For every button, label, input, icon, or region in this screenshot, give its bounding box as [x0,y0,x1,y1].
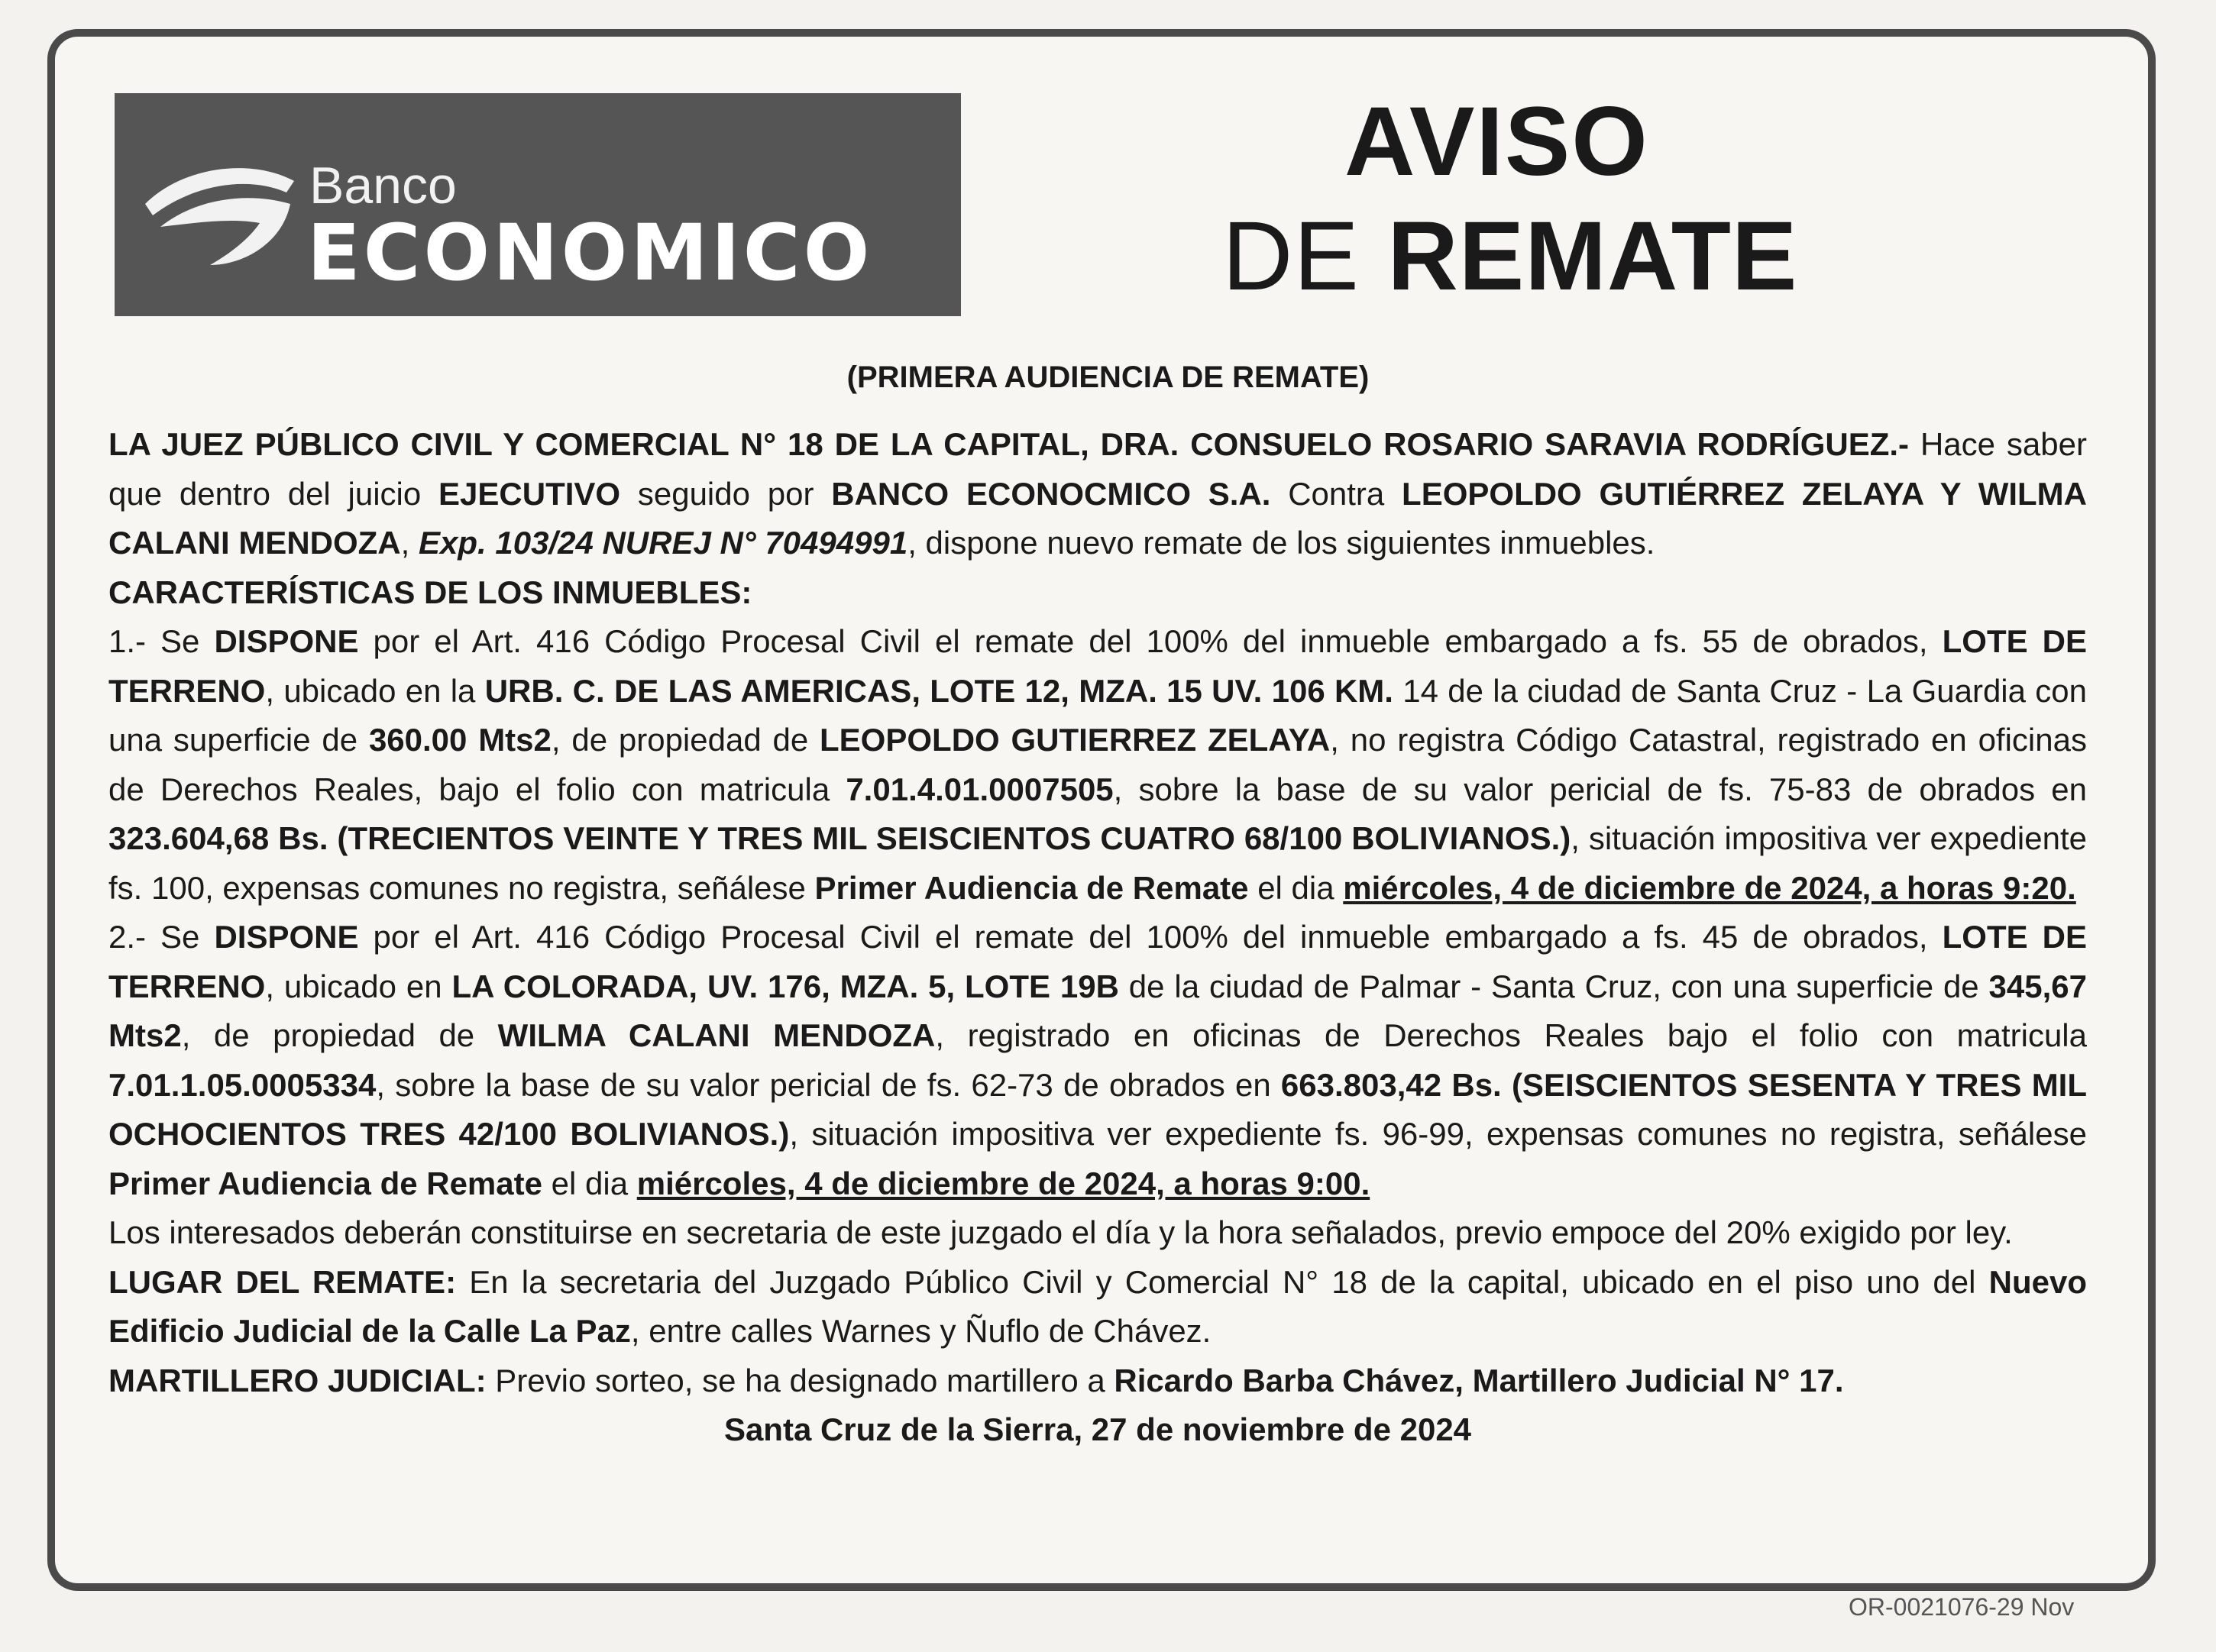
item1-auction-date: miércoles, 4 de diciembre de 2024, a horas 9:20. [1343,869,2076,906]
item2-text: por el Art. 416 Código Procesal Civil el remate del 100% del inmueble embargado a fs. 45 de obrados, [358,919,1943,955]
item1-bold: DISPONE [214,623,359,659]
title-de-remate [1222,200,1797,312]
martillero-text: Previo sorteo, se ha designado martillero a [486,1362,1114,1398]
item-1 [108,617,2087,913]
item1-text: , situación impositiva ver expediente fs. 100, expensas comunes no registra, señálese [108,820,2087,906]
item2-bold: WILMA CALANI MENDOZA [497,1017,936,1053]
item1-text: , ubicado en la [265,672,485,709]
item2-text: , situación impositiva ver expediente fs. 96-99, expensas comunes no registra, señálese [789,1116,2087,1152]
intro-text: Contra [1270,475,1402,512]
title-remate: REMATE [1387,202,1798,311]
martillero-paragraph [108,1356,2087,1406]
intro-text: , dispone nuevo remate de los siguientes inmuebles. [907,525,1655,561]
item2-bold: DISPONE [214,919,359,955]
item2-bold: 345,67 Mts2 [108,968,2087,1053]
item2-text: , de propiedad de [181,1017,498,1053]
item2-text: el dia [542,1165,637,1201]
notice-body [108,420,2087,1455]
item1-bold: URB. C. DE LAS AMERICAS, LOTE 12, MZA. 15 UV. 106 KM. [484,672,1393,709]
item2-bold: Primer Audiencia de Remate [108,1165,542,1201]
footer-code: OR-0021076-29 Nov [1849,1593,2075,1621]
logo-economico-text: ECONOMICO [307,208,873,299]
item-2 [108,913,2087,1208]
item2-text: , registrado en oficinas de Derechos Reales bajo el folio con matricula [935,1017,2088,1053]
bank-logo [115,93,961,316]
judge-line: LA JUEZ PÚBLICO CIVIL Y COMERCIAL N° 18 DE LA CAPITAL, DRA. CONSUELO ROSARIO SARAVIA RODRÍGUEZ.- [108,426,1910,462]
item1-text: 14 de la ciudad de Santa Cruz - La Guardia con una superficie de [108,672,2088,758]
item1-text: 1.- Se [108,623,215,659]
item1-bold: 360.00 Mts2 [368,722,552,758]
item2-text: , ubicado en [265,968,452,1004]
lugar-text: , entre calles Warnes y Ñuflo de Chávez. [630,1313,1212,1349]
interested-paragraph: Los interesados deberán constituirse en secretaria de este juzgado el día y la hora señalados, previo empoce del 20% exigido por ley. [108,1214,2013,1250]
logo-banco-text: Banco [309,157,457,215]
item1-text: , no registra Código Catastral, registrado en oficinas de Derechos Reales, bajo el folio con matricula [108,722,2087,807]
item1-text: , sobre la base de su valor pericial de fs. 75-83 de obrados en [1113,771,2087,807]
item1-text: el dia [1248,869,1344,906]
expediente-number: Exp. 103/24 NUREJ N° 70494991 [418,525,908,561]
item2-bold: 7.01.1.05.0005334 [108,1066,377,1103]
martillero-label: MARTILLERO JUDICIAL: [108,1362,487,1398]
intro-bold: EJECUTIVO [438,475,621,512]
item2-text: de la ciudad de Palmar - Santa Cruz, con una superficie de [1118,968,1989,1004]
intro-text: seguido por [620,475,832,512]
item1-bold: 7.01.4.01.0007505 [846,771,1114,807]
item2-text: , sobre la base de su valor pericial de fs. 62-73 de obrados en [376,1066,1281,1103]
item2-bold: 663.803,42 Bs. (SEISCIENTOS SESENTA Y TRES MIL OCHOCIENTOS TRES 42/100 BOLIVIANOS.) [108,1066,2088,1152]
item1-text: por el Art. 416 Código Procesal Civil el remate del 100% del inmueble embargado a fs. 55 de obrados, [358,623,1943,659]
characteristics-heading [108,568,2087,618]
place-date: Santa Cruz de la Sierra, 27 de noviembre de 2024 [723,1411,1472,1447]
lugar-label: LUGAR DEL REMATE: [108,1263,457,1300]
item1-bold: LOTE DE TERRENO [108,623,2087,709]
item2-text: 2.- Se [108,919,215,955]
intro-text: Hace saber que dentro del juicio [108,426,2087,512]
title-de: DE [1222,202,1360,311]
title-aviso: AVISO [1344,87,1649,196]
martillero-name: Ricardo Barba Chávez, Martillero Judicial N° 17. [1114,1362,1844,1398]
item2-bold: LA COLORADA, UV. 176, MZA. 5, LOTE 19B [451,968,1119,1004]
swoosh-icon [137,150,306,273]
intro-bold: BANCO ECONOCMICO S.A. [831,475,1271,512]
intro-paragraph [108,420,2087,568]
item1-bold: Primer Audiencia de Remate [814,869,1249,906]
intro-bold: LEOPOLDO GUTIÉRREZ ZELAYA Y WILMA CALANI MENDOZA [108,475,2087,561]
subtitle: (PRIMERA AUDIENCIA DE REMATE) [846,360,1370,394]
lugar-text: En la secretaria del Juzgado Público Civil y Comercial N° 18 de la capital, ubicado en el piso uno del [456,1263,1989,1300]
characteristics-heading-text: CARACTERÍSTICAS DE LOS INMUEBLES: [108,574,752,610]
intro-text: , [400,525,419,561]
lugar-paragraph [108,1258,2087,1356]
lugar-bold: Nuevo Edificio Judicial de la Calle La Paz [108,1263,2087,1349]
item1-bold: 323.604,68 Bs. (TRECIENTOS VEINTE Y TRES MIL SEISCIENTOS CUATRO 68/100 BOLIVIANOS.) [108,820,1571,856]
item2-bold: LOTE DE TERRENO [108,919,2087,1004]
item1-text: , de propiedad de [551,722,820,758]
item1-bold: LEOPOLDO GUTIERREZ ZELAYA [820,722,1331,758]
item2-auction-date: miércoles, 4 de diciembre de 2024, a horas 9:00. [636,1165,1370,1201]
